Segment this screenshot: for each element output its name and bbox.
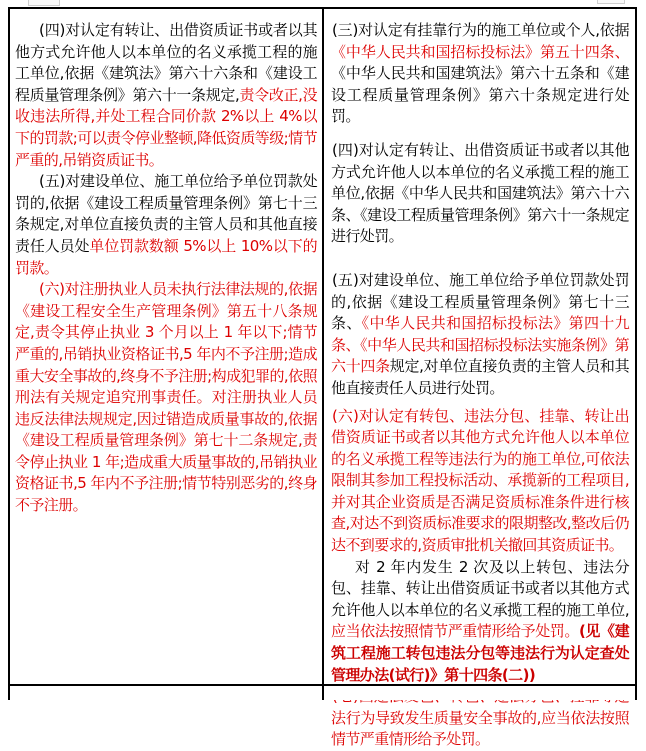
text-run-black: (四)对认定有转让、出借资质证书或者以其他方式允许他人以本单位的名义承揽工程的施工单位,依据《中华人民共和国建筑法》第六十六条、《建设工程质量管理条例》第六十一条规定进行处罚。 xyxy=(331,140,629,246)
regulation-penalty-table xyxy=(8,7,637,749)
text-run-red: (六)对认定有转包、违法分包、挂靠、转让出借资质证书或者以其他方式允许他人以本单位的名义承揽工程等违法行为的施工单位,可依法限制其参加工程投标活动、承揽新的工程项目,并对其企业资质是否满足资质标准条件进行核查,对达不到资质标准要求的限期整改,整改后仍达不到要求的,资质审批机关撤回其资质证书。 xyxy=(331,406,629,555)
top-row-fragment-right xyxy=(597,0,625,4)
text-run-red: 法行为导致发生质量安全事故的,应当依法按照情节严重情形给予处罚。 xyxy=(331,708,629,749)
paragraph-right-2 xyxy=(331,140,629,248)
text-run-red-bold: (见《建筑工程施工转包违法分包等违法行为认定查处管理办法(试行)》第十四条(二)) xyxy=(331,622,629,684)
text-run-black: (五)对建设单位、施工单位给予单位罚款处罚的,依据《建设工程质量管理条例》第七十三条规定,对单位直接负责的主管人员和其他直接责任人员处 xyxy=(15,172,317,255)
column-divider-continuation xyxy=(322,686,324,700)
text-run-red: 单位罚款数额 5%以上 10%以下的罚款。 xyxy=(15,236,317,277)
table-cell-left-column xyxy=(10,9,322,684)
paragraph-left-2 xyxy=(15,171,317,279)
text-run-red: 责令改正,没收违法所得,并处工程合同价款 2%以上 4%以下的罚款;可以责令停业整顿,降低资质等级;情节严重的,吊销资质证书。 xyxy=(15,85,318,169)
text-run-red: 《中华人民共和国招标投标法》第五十四条、 xyxy=(331,42,629,61)
paragraph-right-1 xyxy=(331,20,629,128)
text-run-black: 《中华人民共和国建筑法》第六十五条和《建设工程质量管理条例》第六十条规定进行处罚。 xyxy=(331,64,629,126)
text-run-red: 应当依法按照情节严重情形给予处罚。 xyxy=(331,622,579,641)
text-run-black: (五)对建设单位、施工单位给予单位罚款处罚的,依据《建设工程质量管理条例》第七十三条、 xyxy=(331,270,629,333)
next-table-row-fragment xyxy=(8,686,637,700)
table-cell-right-column xyxy=(324,9,635,749)
text-run-black: (四)对认定有转让、出借资质证书或者以其他方式允许他人以本单位的名义承揽工程的施工单位,依据《建筑法》第六十六条和《建设工程质量管理条例》第六十一条规定, xyxy=(15,21,317,104)
text-run-black: 对 2 年内发生 2 次及以上转包、违法分包、挂靠、转让出借资质证书或者以其他方式允许他人以本单位的名义承揽工程的施工单位, xyxy=(331,557,629,619)
text-run-black: (三)对认定有挂靠行为的施工单位或个人,依据 xyxy=(332,21,629,39)
paragraph-left-1 xyxy=(15,20,317,171)
text-run-red: 《中华人民共和国招标投标法》第四十九条、《中华人民共和国招标投标法实施条例》第六十四条 xyxy=(331,314,630,376)
paragraph-right-5 xyxy=(331,557,629,687)
paragraph-left-3 xyxy=(15,279,317,517)
paragraph-right-4 xyxy=(331,406,629,557)
text-run-black: 规定,对单位直接负责的主管人员和其他直接责任人员进行处罚。 xyxy=(331,357,629,397)
paragraph-right-3 xyxy=(331,270,629,400)
text-run-red: (六)对注册执业人员未执行法律法规的,依据《建设工程安全生产管理条例》第五十八条规定,责令其停止执业 3 个月以上 1 年以下;情节严重的,吊销执业资格证书,5 年内不予注册;造成重大安全事故的,终身不予注册;构成犯罪的,依照 刑法有关规定追究刑事责任。对注册执业人员违反法律法规规定,因过错造成质量事故的,依据《建设工程质量管理条例》第七十二条规定,责令停止执业 1 年;造成重大质量事故的,吊销执业资格证书,5 年内不予注册;情节特别恶劣的,终身不予注册。 xyxy=(15,280,317,515)
top-row-fragment-left xyxy=(28,0,60,6)
